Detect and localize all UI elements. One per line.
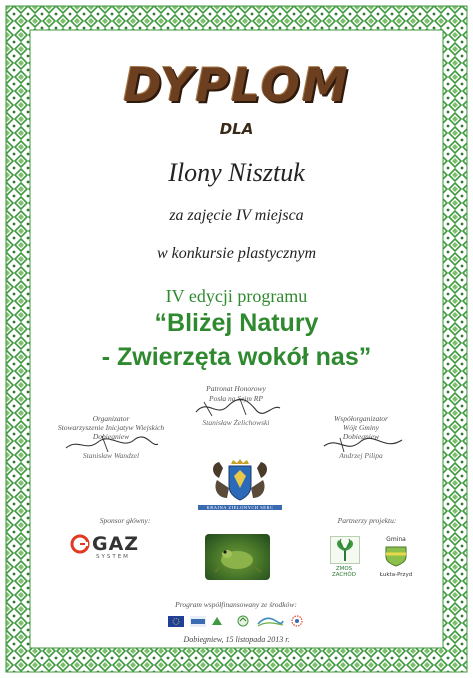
frog-photo xyxy=(205,534,270,580)
organizer-signer: Stanisław Wandzel xyxy=(82,451,140,460)
sponsor-sub: SYSTEM xyxy=(96,554,130,560)
partner-2-name: Gmina xyxy=(386,536,406,543)
region-logo xyxy=(256,612,284,624)
partners-label: Partnerzy projektu: xyxy=(337,516,397,525)
sponsor-name: GAZ xyxy=(92,533,140,555)
patronage-signature xyxy=(190,396,285,420)
gaz-system-logo-icon xyxy=(70,534,90,554)
coorganizer-heading: Współorganizator xyxy=(334,414,388,423)
gmina-crest-icon xyxy=(384,545,408,567)
organizer-heading: Organizator xyxy=(92,414,130,423)
stars-circle-icon xyxy=(290,615,304,627)
crest-caption: KRAINA ZIELONYCH SERC xyxy=(198,505,282,510)
patronage-heading: Patronat Honorowy xyxy=(206,384,266,393)
fund-logo xyxy=(190,612,206,624)
coat-of-arms-icon xyxy=(207,458,273,512)
patronage-sub: Posła na Sejm RP xyxy=(209,394,263,403)
program-name-line-1: “Bliżej Natury xyxy=(154,309,319,337)
frog-icon xyxy=(205,534,270,580)
organizer-sub-1: Stowarzyszenie Inicjatyw Wiejskich xyxy=(57,423,165,432)
for-label: DLA xyxy=(219,120,254,138)
tree-logo-icon xyxy=(330,536,360,564)
program-edition: IV edycji programu xyxy=(165,286,308,306)
leader-icon xyxy=(210,615,224,627)
stars-logo xyxy=(290,612,304,624)
fund-icon xyxy=(190,616,206,627)
partner-2-sub: Łukta-Przyd xyxy=(379,572,413,578)
coorganizer-signer: Andrzej Pilipa xyxy=(339,451,383,460)
cofinance-note: Program współfinansowany ze środków: xyxy=(175,600,297,609)
partner-1-name: ZMOS xyxy=(335,566,353,572)
prow-icon xyxy=(236,615,250,627)
recipient-name: Ilony Nisztuk xyxy=(168,158,305,187)
program-name-line-2: - Zwierzęta wokół nas” xyxy=(101,343,372,371)
leader-logo xyxy=(210,612,224,624)
coorganizer-sub-2: Dobiegniew xyxy=(342,432,380,441)
place-date: Dobiegniew, 15 listopada 2013 r. xyxy=(183,635,290,644)
coorganizer-sub-1: Wójt Gminy xyxy=(342,423,380,432)
organizer-sub-2: Dobiegniew xyxy=(92,432,130,441)
main-sponsor-label: Sponsor główny: xyxy=(99,516,151,525)
prow-logo xyxy=(236,612,250,624)
region-icon xyxy=(256,615,284,627)
eu-flag-icon xyxy=(168,616,184,627)
partner-1-sub: ZACHÓD xyxy=(332,572,356,578)
award-line: za zajęcie IV miejsca xyxy=(169,207,304,224)
patronage-signer: Stanisław Żelichowski xyxy=(202,418,270,427)
eu-flag-logo xyxy=(168,612,184,624)
contest-line: w konkursie plastycznym xyxy=(156,245,317,262)
diploma-title: DYPLOM xyxy=(123,58,350,112)
